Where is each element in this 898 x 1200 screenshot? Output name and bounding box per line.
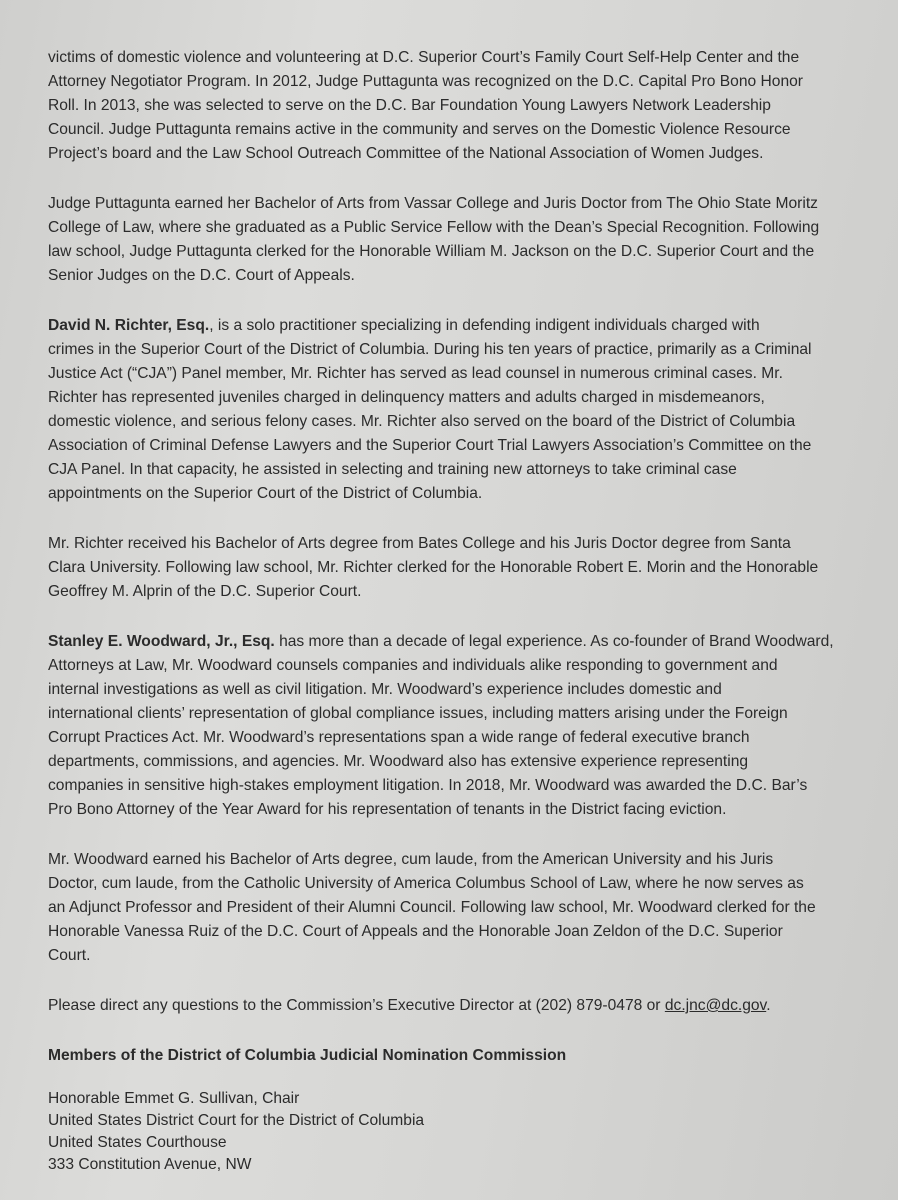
paragraph-line: Mr. Richter received his Bachelor of Arts degree from Bates College and his Juris Doctor degree from Santa [48,535,791,552]
paragraph-line: CJA Panel. In that capacity, he assisted in selecting and training new attorneys to take criminal case [48,461,737,478]
paragraph-line: College of Law, where she graduated as a Public Service Fellow with the Dean’s Special Recognition. Following [48,219,820,236]
address-line: Honorable Emmet G. Sullivan, Chair [48,1090,300,1107]
paragraph-line: Mr. Woodward earned his Bachelor of Arts degree, cum laude, from the American University and his Juris [48,851,774,868]
email-link[interactable]: dc.jnc@dc.gov [664,997,767,1014]
paragraph [48,46,888,166]
contact-end: . [766,997,771,1014]
address-line: United States District Court for the District of Columbia [48,1112,425,1129]
paragraph-line: Corrupt Practices Act. Mr. Woodward’s representations span a wide range of federal executive branch [48,729,750,746]
document-page [48,46,888,1176]
paragraph-line: Court. [48,947,91,964]
paragraph-line: companies in sensitive high-stakes employment litigation. In 2018, Mr. Woodward was awarded the D.C. Bar’s [48,777,808,794]
paragraph-line: Honorable Vanessa Ruiz of the D.C. Court of Appeals and the Honorable Joan Zeldon of the D.C. Superior [48,923,783,940]
paragraph-line [48,314,888,338]
paragraph-line: victims of domestic violence and volunteering at D.C. Superior Court’s Family Court Self-Help Center and the [48,49,800,66]
line-text: has more than a decade of legal experience. As co-founder of Brand Woodward, [274,633,834,650]
members-heading: Members of the District of Columbia Judicial Nomination Commission [48,1047,567,1064]
paragraph-line: Pro Bono Attorney of the Year Award for his representation of tenants in the District facing eviction. [48,801,727,818]
address-line: United States Courthouse [48,1134,227,1151]
paragraph-line: Senior Judges on the D.C. Court of Appeals. [48,267,355,284]
address-block [48,1088,888,1176]
paragraph-line: internal investigations as well as civil litigation. Mr. Woodward’s experience includes domestic and [48,681,722,698]
paragraph [48,630,888,822]
paragraph [48,192,888,288]
line-text: , is a solo practitioner specializing in defending indigent individuals charged with [209,317,760,334]
address-line: 333 Constitution Avenue, NW [48,1156,252,1173]
nominee-name: David N. Richter, Esq. [48,317,210,334]
paragraph [48,532,888,604]
paragraph-line: Council. Judge Puttagunta remains active in the community and serves on the Domestic Violence Resource [48,121,791,138]
paragraph-line: international clients’ representation of global compliance issues, including matters arising under the Foreign [48,705,788,722]
paragraph-line [48,630,888,654]
paragraph-line: Geoffrey M. Alprin of the D.C. Superior Court. [48,583,362,600]
paragraph-line: crimes in the Superior Court of the District of Columbia. During his ten years of practice, primarily as a Criminal [48,341,812,358]
paragraph-line: an Adjunct Professor and President of their Alumni Council. Following law school, Mr. Woodward clerked for the [48,899,816,916]
paragraph-line: Attorney Negotiator Program. In 2012, Judge Puttagunta was recognized on the D.C. Capital Pro Bono Honor [48,73,804,90]
contact-text: Please direct any questions to the Commission’s Executive Director at (202) 879-0478 or [48,997,665,1014]
paragraph-line: appointments on the Superior Court of the District of Columbia. [48,485,483,502]
contact-line [48,994,888,1018]
paragraph-line: Clara University. Following law school, Mr. Richter clerked for the Honorable Robert E. Morin and the Honorable [48,559,819,576]
paragraph-line: Justice Act (“CJA”) Panel member, Mr. Richter has served as lead counsel in numerous criminal cases. Mr. [48,365,783,382]
paragraph [48,848,888,968]
paragraph-line: domestic violence, and serious felony cases. Mr. Richter also served on the board of the District of Columbia [48,413,796,430]
nominee-name: Stanley E. Woodward, Jr., Esq. [48,633,275,650]
paragraph-line: departments, commissions, and agencies. Mr. Woodward also has extensive experience representing [48,753,749,770]
paragraph-line: Attorneys at Law, Mr. Woodward counsels companies and individuals alike responding to government and [48,657,778,674]
paragraph-line: Richter has represented juveniles charged in delinquency matters and adults charged in misdemeanors, [48,389,765,406]
paragraph-line: Association of Criminal Defense Lawyers and the Superior Court Trial Lawyers Association’s Committee on the [48,437,812,454]
paragraph [48,314,888,506]
paragraph-line: Doctor, cum laude, from the Catholic University of America Columbus School of Law, where he now serves as [48,875,804,892]
paragraph-line: Roll. In 2013, she was selected to serve on the D.C. Bar Foundation Young Lawyers Network Leadership [48,97,771,114]
paragraph-line: law school, Judge Puttagunta clerked for the Honorable William M. Jackson on the D.C. Superior Court and the [48,243,815,260]
paragraph-line: Judge Puttagunta earned her Bachelor of Arts from Vassar College and Juris Doctor from The Ohio State Moritz [48,195,818,212]
paragraph-line: Project’s board and the Law School Outreach Committee of the National Association of Women Judges. [48,145,764,162]
contact-paragraph [48,994,888,1018]
